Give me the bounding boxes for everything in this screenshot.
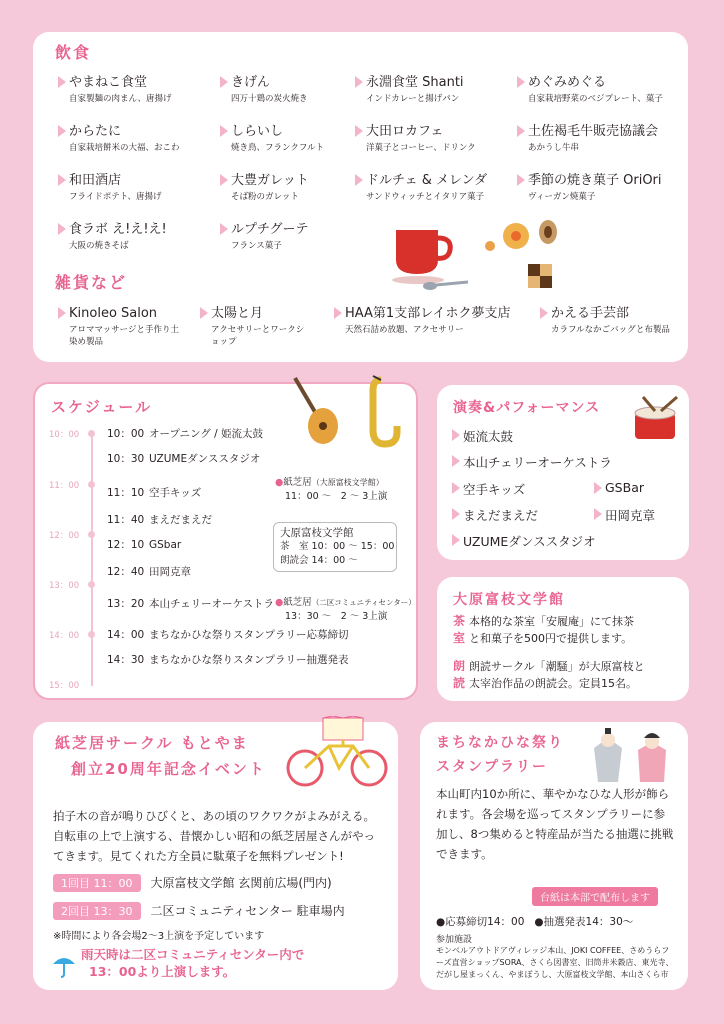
performance-card [437, 385, 689, 560]
food-item: 季節の焼き菓子 OriOri ヴィーガン焼菓子 [528, 172, 678, 203]
timeline-dot [88, 631, 95, 638]
tick-label: 11：00 [49, 481, 80, 491]
goods-item: かえる手芸部 カラフルなかごバッグと布製品 [551, 305, 701, 336]
performer-item: 田岡克章 [605, 506, 655, 524]
umbrella-icon [51, 952, 77, 978]
stamp-description: 本山町内10か所に、華やかなひな人形が飾られます。各会場を巡ってスタンプラリーに参加し、8つ集めると特産品が当たる抽選に挑戦できます。 [436, 787, 674, 861]
kamishibai-title-1: 紙芝居サークル もとやま [55, 734, 249, 752]
hina-dolls-illustration [580, 728, 680, 788]
schedule-row: 11：40 まえだまえだ [107, 514, 212, 526]
food-item: 和田酒店 フライドポテト、唐揚げ [69, 172, 219, 203]
food-section-title: 飲食 [55, 43, 92, 62]
reading-info: 朗 朗読サークル「潮騒」が大原富枝と 読 太宰治作品の朗読会。定員15名。 [453, 659, 645, 690]
food-item: 大田ロカフェ 洋菓子とコーヒー、ドリンク [366, 123, 516, 154]
stamp-rally-card [420, 722, 688, 990]
kamishibai-note-2: ●紙芝居（二区コミュニティセンター） 13：30 ～ 2 ～ 3上演 [275, 597, 416, 622]
performance-title: 演奏&パフォーマンス [453, 400, 601, 416]
museum-card [437, 577, 689, 701]
tick-label: 15：00 [49, 681, 80, 691]
schedule-row: 12：10 GSbar [107, 539, 182, 551]
food-item: 土佐褐毛牛販売協議会 あかうし牛串 [528, 123, 678, 154]
kamishibai-card [33, 722, 398, 990]
timeline-dot [88, 581, 95, 588]
food-item: 永淵食堂 Shanti インドカレーと揚げパン [366, 74, 516, 105]
show-2-row: 2回目 13：30 二区コミュニティセンター 駐車場内 [53, 902, 345, 920]
performer-item: 空手キッズ [463, 480, 525, 498]
goods-item: 太陽と月 アクセサリーとワークショップ [211, 305, 361, 348]
performer-item: GSBar [605, 480, 644, 495]
goods-item: HAA第1支部レイホク夢支店 天然石詰め放題、アクセサリー [345, 305, 495, 336]
guitar-sax-illustration [285, 374, 405, 454]
timeline-dot [88, 430, 95, 437]
goods-section-title: 雑貨など [55, 273, 128, 292]
show-1-badge: 1回目 11：00 [53, 874, 141, 892]
show-2-badge: 2回目 13：30 [53, 902, 141, 920]
goods-item: Kinoleo Salon アロママッサージと手作り土染め製品 [69, 305, 219, 348]
tick-label: 12：00 [49, 531, 80, 541]
stamp-title-1: まちなかひな祭り [436, 735, 564, 751]
schedule-title: スケジュール [51, 398, 153, 416]
schedule-card [33, 382, 418, 700]
card-distribution-badge: 台紙は本部で配布します [532, 887, 658, 906]
tick-label: 10：00 [49, 430, 80, 440]
schedule-row: 10：30 UZUMEダンススタジオ [107, 453, 261, 465]
food-item: やまねこ食堂 自家製麺の肉まん、唐揚げ [69, 74, 219, 105]
schedule-row: 12：40 田岡克章 [107, 566, 191, 578]
food-item: ドルチェ & メレンダ サンドウィッチとイタリア菓子 [366, 172, 516, 203]
kamishibai-description: 拍子木の音が鳴りひびくと、あの頃のワクワクがよみがえる。自転車の上で上演する、昔懐かしい昭和の紙芝居屋さんがやってきます。見てくれた方全員に駄菓子を無料プレゼント! [53, 809, 375, 863]
food-item: 大豊ガレット そば粉のガレット [231, 172, 381, 203]
rain-notice: 雨天時は二区コミュニティセンター内で 13：00より上演します。 [81, 947, 305, 979]
show-1-row: 1回目 11：00 大原富枝文学館 玄関前広場(門内) [53, 874, 332, 892]
timeline-dot [88, 531, 95, 538]
food-goods-card [33, 32, 688, 362]
food-item: きげん 四万十鶏の炭火焼き [231, 74, 381, 105]
performer-item: UZUMEダンススタジオ [463, 532, 596, 550]
schedule-row: 13：20 本山チェリーオーケストラ [107, 598, 275, 610]
bicycle-illustration [283, 716, 391, 788]
performer-item: 姫流太鼓 [463, 427, 513, 445]
venues-title: 参加施設 [436, 935, 473, 945]
schedule-row: 14：00 まちなかひな祭りスタンプラリー応募締切 [107, 629, 349, 641]
schedule-row: 10：00 オープニング / 姫流太鼓 [107, 428, 263, 440]
food-item: しらいし 焼き鳥、フランクフルト [231, 123, 381, 154]
stamp-title-2: スタンプラリー [436, 759, 548, 775]
drum-icon [629, 395, 685, 447]
food-item: 食ラボ え!え!え! 大阪の焼きそば [69, 221, 219, 252]
performer-item: まえだまえだ [463, 506, 538, 524]
tick-label: 14：00 [49, 631, 80, 641]
schedule-row: 14：30 まちなかひな祭りスタンプラリー抽選発表 [107, 654, 349, 666]
cup-cookies-illustration [388, 214, 558, 292]
food-item: ルプチグーテ フランス菓子 [231, 221, 381, 252]
museum-note-box: 大原富枝文学館 茶 室 10：00 ～ 15：00 朗読会 14：00 ～ [273, 522, 397, 572]
museum-title: 大原富枝文学館 [453, 592, 565, 608]
timeline-dot [88, 481, 95, 488]
schedule-note: ※時間により各会場2～3上演を予定しています [53, 931, 265, 942]
food-item: めぐみめぐる 自家栽培野菜のベジプレート、菓子 [528, 74, 678, 105]
schedule-row: 11：10 空手キッズ [107, 487, 202, 499]
venues-list: モンベルアウトドアヴィレッジ本山、JOKI COFFEE、さめうらフーズ直営ショップSORA、さくら図書室、旧筒井米穀店、東光寺、だがし屋まっくん、やまぼうし、大原富枝文学館、本山さくら市 [436, 946, 674, 979]
timeline-line [91, 436, 93, 686]
food-item: からたに 自家栽培餅米の大福、おこわ [69, 123, 219, 154]
performer-item: 本山チェリーオーケストラ [463, 453, 612, 471]
deadline-info: ●応募締切14：00 ●抽選発表14：30～ [436, 916, 634, 928]
tick-label: 13：00 [49, 581, 80, 591]
kamishibai-title-2: 創立20周年記念イベント [71, 760, 266, 778]
kamishibai-note-1: ●紙芝居（大原富枝文学館） 11：00 ～ 2 ～ 3上演 [275, 477, 388, 502]
tea-room-info: 茶 本格的な茶室「安履庵」にて抹茶 室 と和菓子を500円で提供します。 [453, 614, 634, 645]
